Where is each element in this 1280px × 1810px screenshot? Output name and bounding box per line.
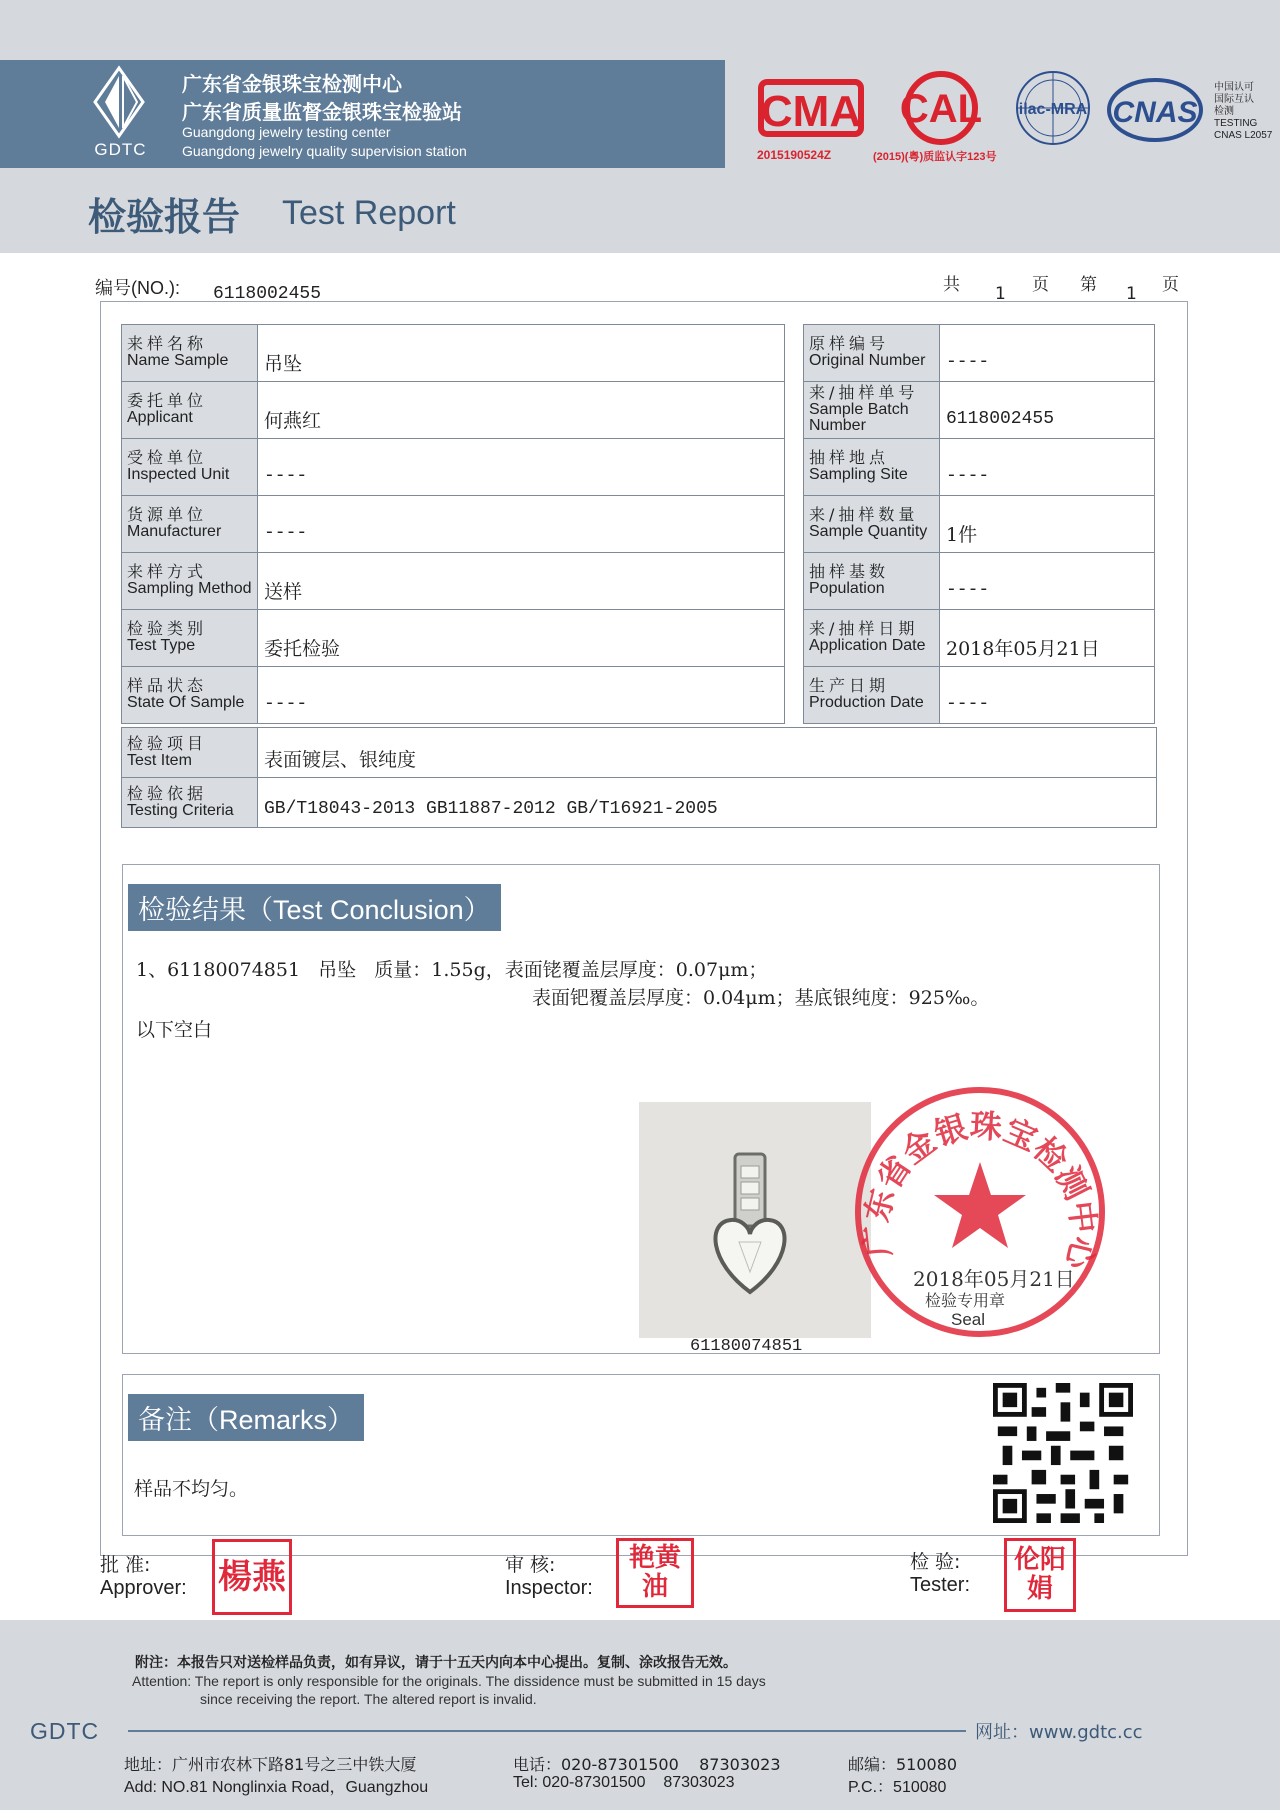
field-label-en: Inspected Unit — [127, 466, 230, 483]
field-label-cn: 受检单位 — [127, 448, 208, 468]
field-value: 委托检验 — [258, 610, 785, 667]
field-label — [804, 496, 940, 553]
report-no-value: 6118002455 — [213, 284, 322, 304]
field-label — [804, 610, 940, 667]
cnas-note-5: CNAS L2057 — [1214, 130, 1273, 141]
field-label — [122, 728, 258, 778]
page-label-2: 页 — [1162, 275, 1179, 295]
footer-note-en-2: since receiving the report. The altered report is invalid. — [200, 1691, 537, 1707]
field-label-cn: 来/抽样日期 — [809, 619, 919, 639]
cnas-logo-icon — [1109, 80, 1201, 140]
table-row — [122, 553, 785, 610]
field-label — [122, 382, 258, 439]
footer-address-en: Add: NO.81 Nonglinxia Road，Guangzhou — [124, 1779, 429, 1796]
cal-logo-icon — [900, 74, 982, 142]
footer-post-cn: 邮编：510080 — [848, 1755, 958, 1774]
field-label-cn: 货源单位 — [127, 505, 208, 525]
table-row — [122, 667, 785, 724]
field-value: ---- — [258, 667, 785, 724]
remarks-text: 样品不均匀。 — [134, 1478, 249, 1500]
field-label — [804, 667, 940, 724]
page-total-label: 共 — [943, 275, 960, 295]
remarks-title-cn: 备注 — [138, 1405, 192, 1436]
field-label-cn: 来/抽样数量 — [809, 505, 919, 525]
footer-post-en: P.C.：510080 — [848, 1779, 947, 1796]
cnas-note-3: 检测 — [1214, 106, 1234, 117]
footer-tel-en: Tel: 020-87301500 87303023 — [513, 1774, 735, 1791]
inspector-label-cn: 审 核: — [505, 1554, 556, 1576]
field-label-en: Population — [809, 580, 885, 597]
table-row — [804, 325, 1155, 382]
approver-label — [100, 1555, 187, 1600]
report-title-en: Test Report — [282, 194, 456, 232]
field-label-cn: 检验项目 — [127, 733, 208, 753]
table-row — [804, 496, 1155, 553]
table-row — [122, 439, 785, 496]
field-value: 1件 — [940, 496, 1155, 553]
field-label — [804, 325, 940, 382]
conclusion-title-en: （Test Conclusion） — [246, 895, 491, 925]
field-label — [122, 778, 258, 828]
inspector-seal: 艳黄油 — [616, 1538, 694, 1608]
field-label-cn: 来样方式 — [127, 562, 208, 582]
table-row — [122, 325, 785, 382]
field-label-en: Test Item — [127, 751, 192, 769]
field-value: ---- — [258, 496, 785, 553]
page-label: 页 — [1032, 275, 1049, 295]
ilac-logo-text: ilac-MRA — [1018, 101, 1088, 118]
field-label-en: Name Sample — [127, 352, 229, 369]
field-label-cn: 原样编号 — [809, 334, 890, 354]
conclusion-line-3: 以下空白 — [136, 1019, 213, 1041]
field-value: 6118002455 — [940, 382, 1155, 439]
org-name-en-2: Guangdong jewelry quality supervision station — [182, 143, 467, 159]
field-label-cn: 抽样基数 — [809, 562, 890, 582]
field-label-cn: 样品状态 — [127, 676, 208, 696]
table-row — [122, 778, 1157, 828]
cnas-note-1: 中国认可 — [1214, 82, 1254, 93]
org-name-en-1: Guangdong jewelry testing center — [182, 124, 391, 140]
approver-label-cn: 批 准: — [100, 1554, 151, 1576]
field-label-en: Applicant — [127, 409, 193, 426]
page-total: 1 — [995, 284, 1006, 304]
field-label-cn: 来/抽样单号 — [809, 382, 919, 402]
remarks-title-en: （Remarks） — [192, 1405, 355, 1435]
footer-note-en-1: Attention: The report is only responsible for the originals. The dissidence must be submitted in 15 days — [132, 1673, 766, 1689]
footer-note-cn: 附注：本报告只对送检样品负责，如有异议，请于十五天内向本中心提出。复制、涂改报告无效。 — [135, 1655, 737, 1671]
cnas-note-2: 国际互认 — [1214, 94, 1254, 105]
field-label — [122, 667, 258, 724]
table-row — [804, 667, 1155, 724]
field-value: 表面镀层、银纯度 — [258, 728, 1157, 778]
sample-info-table — [121, 324, 785, 724]
cal-logo-text: CAL — [899, 87, 983, 131]
cnas-note — [1214, 82, 1272, 142]
field-label — [122, 496, 258, 553]
cma-logo-text: CMA — [760, 87, 862, 136]
field-label-cn: 检验依据 — [127, 783, 208, 803]
field-label-en: Production Date — [809, 694, 924, 711]
report-no-label: 编号(NO.): — [95, 278, 180, 298]
table-row — [122, 610, 785, 667]
footer-address-cn: 地址：广州市农林下路81号之三中铁大厦 — [124, 1755, 417, 1774]
field-label-en: Sampling Site — [809, 466, 908, 483]
sample-photo — [639, 1102, 871, 1338]
certification-logos — [755, 70, 1275, 170]
field-label-cn: 抽样地点 — [809, 448, 890, 468]
field-label-en: Manufacturer — [127, 523, 222, 540]
conclusion-line-1: 1、61180074851 吊坠 质量：1.55g，表面铑覆盖层厚度：0.07μm； — [136, 959, 768, 981]
seal-subtitle: 检验专用章 — [925, 1291, 1006, 1310]
field-value: 吊坠 — [258, 325, 785, 382]
field-value: ---- — [940, 667, 1155, 724]
field-label-en: Sample Quantity — [809, 523, 928, 540]
field-value: ---- — [940, 553, 1155, 610]
sampling-info-table — [803, 324, 1155, 724]
table-row — [804, 439, 1155, 496]
page-current: 1 — [1126, 284, 1137, 304]
cnas-logo-text: CNAS — [1112, 96, 1198, 129]
ilac-mra-logo-icon — [1017, 72, 1089, 144]
inspector-label — [505, 1555, 593, 1600]
field-label-cn: 生产日期 — [809, 676, 890, 696]
approver-seal: 楊燕 — [212, 1539, 292, 1615]
cnas-note-4: TESTING — [1214, 118, 1258, 129]
field-label-en: State Of Sample — [127, 694, 245, 711]
footer-tel-cn: 电话：020-87301500 87303023 — [513, 1755, 781, 1774]
field-label — [804, 439, 940, 496]
field-label — [122, 610, 258, 667]
cma-code: 2015190524Z — [757, 148, 832, 162]
field-label-cn: 检验类别 — [127, 619, 208, 639]
seal-date: 2018年05月21日 — [913, 1267, 1075, 1291]
table-row — [122, 382, 785, 439]
table-row — [804, 610, 1155, 667]
table-row — [122, 496, 785, 553]
cma-logo-icon — [761, 82, 861, 136]
table-row — [122, 728, 1157, 778]
page-current-label: 第 — [1080, 275, 1097, 295]
field-label — [122, 439, 258, 496]
footer-gdtc-logo: GDTC — [30, 1718, 100, 1744]
field-label-cn: 委托单位 — [127, 391, 208, 411]
field-label-en: Application Date — [809, 637, 926, 654]
field-label-cn: 来样名称 — [127, 334, 208, 354]
field-value: ---- — [940, 439, 1155, 496]
field-value: GB/T18043-2013 GB11887-2012 GB/T16921-2005 — [258, 778, 1157, 828]
tester-label-cn: 检 验: — [910, 1551, 961, 1573]
field-value: 何燕红 — [258, 382, 785, 439]
table-row — [804, 553, 1155, 610]
field-value: 送样 — [258, 553, 785, 610]
cal-code: (2015)(粤)质监认字123号 — [873, 151, 997, 163]
field-label-en: Sample Batch Number — [809, 400, 909, 435]
field-label-en: Test Type — [127, 637, 196, 654]
inspector-label-en: Inspector: — [505, 1576, 593, 1599]
conclusion-title-cn: 检验结果 — [138, 895, 246, 926]
field-value: ---- — [258, 439, 785, 496]
table-row — [804, 382, 1155, 439]
conclusion-line-2: 表面钯覆盖层厚度：0.04μm；基底银纯度：925‰。 — [532, 987, 990, 1009]
tester-label — [910, 1552, 970, 1597]
logo-text: GDTC — [94, 140, 147, 159]
test-criteria-table — [121, 727, 1157, 828]
approver-label-en: Approver: — [100, 1576, 187, 1599]
seal-ring-text: 广东省金银珠宝检测中心 — [856, 1106, 1104, 1273]
field-label-en: Testing Criteria — [127, 801, 234, 819]
field-value: 2018年05月21日 — [940, 610, 1155, 667]
field-label — [122, 325, 258, 382]
org-name-cn-2: 广东省质量监督金银珠宝检验站 — [182, 100, 462, 124]
qr-code-icon[interactable] — [993, 1383, 1133, 1523]
conclusion-title — [128, 884, 501, 931]
remarks-title — [128, 1394, 364, 1441]
field-label — [804, 553, 940, 610]
photo-caption: 61180074851 — [690, 1337, 803, 1356]
field-label-en: Original Number — [809, 352, 926, 369]
field-label — [804, 382, 940, 439]
footer-rule — [128, 1730, 966, 1732]
seal-label: Seal — [951, 1310, 986, 1329]
footer-website[interactable]: 网址：www.gdtc.cc — [975, 1722, 1143, 1743]
field-label-en: Sampling Method — [127, 580, 252, 597]
org-name-cn-1: 广东省金银珠宝检测中心 — [182, 72, 402, 96]
tester-seal: 伦阳娟 — [1004, 1538, 1076, 1612]
report-title-cn: 检验报告 — [88, 194, 241, 239]
tester-label-en: Tester: — [910, 1573, 971, 1596]
field-value: ---- — [940, 325, 1155, 382]
field-label — [122, 553, 258, 610]
